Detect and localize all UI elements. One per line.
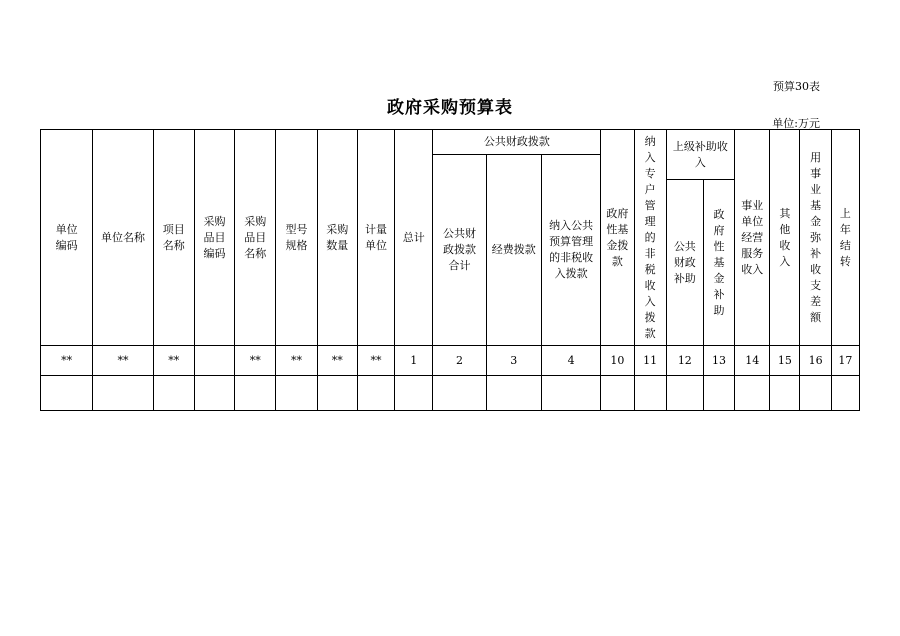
empty-data-row: [41, 376, 860, 411]
index-cell: 3: [486, 346, 541, 376]
data-cell[interactable]: [276, 376, 317, 411]
index-cell: **: [276, 346, 317, 376]
index-cell: **: [317, 346, 357, 376]
index-cell: 16: [800, 346, 831, 376]
col-special-nontax: 纳入专户管理的非税收入拨款: [634, 130, 666, 346]
index-cell: 2: [433, 346, 486, 376]
data-cell[interactable]: [433, 376, 486, 411]
index-cell: [194, 346, 234, 376]
index-cell: 15: [770, 346, 800, 376]
index-cell: **: [153, 346, 194, 376]
data-cell[interactable]: [831, 376, 859, 411]
col-total: 总计: [395, 130, 433, 346]
data-cell[interactable]: [194, 376, 234, 411]
index-cell: 14: [735, 346, 770, 376]
data-cell[interactable]: [153, 376, 194, 411]
col-carryover: 上年结转: [831, 130, 859, 346]
index-cell: **: [93, 346, 153, 376]
data-cell[interactable]: [317, 376, 357, 411]
index-cell: **: [235, 346, 276, 376]
col-pf-subtotal: 公共财政拨款合计: [433, 155, 486, 346]
col-us-gov-fund: 政府性基金补助: [703, 180, 734, 346]
data-cell[interactable]: [357, 376, 394, 411]
data-cell[interactable]: [735, 376, 770, 411]
index-row: [41, 346, 860, 376]
data-cell[interactable]: [770, 376, 800, 411]
data-cell[interactable]: [601, 376, 634, 411]
index-cell: 4: [541, 346, 600, 376]
col-pf-expense: 经费拨款: [486, 155, 541, 346]
col-other-income: 其他收入: [770, 130, 800, 346]
col-group-upper-subsidy: 上级补助收入: [666, 130, 734, 180]
header-row-1: [41, 130, 860, 155]
index-cell: 17: [831, 346, 859, 376]
data-cell[interactable]: [395, 376, 433, 411]
col-quantity: 采购数量: [317, 130, 357, 346]
index-cell: 13: [703, 346, 734, 376]
data-cell[interactable]: [634, 376, 666, 411]
index-cell: 12: [666, 346, 703, 376]
col-model: 型号规格: [276, 130, 317, 346]
data-cell[interactable]: [541, 376, 600, 411]
col-business-income: 事业单位经营服务收入: [735, 130, 770, 346]
index-cell: **: [41, 346, 93, 376]
col-item-code: 采购品目编码: [194, 130, 234, 346]
col-item-name: 采购品目名称: [235, 130, 276, 346]
data-cell[interactable]: [41, 376, 93, 411]
data-cell[interactable]: [235, 376, 276, 411]
index-cell: **: [357, 346, 394, 376]
col-us-public: 公共财政补助: [666, 180, 703, 346]
col-measure-unit: 计量单位: [357, 130, 394, 346]
data-cell[interactable]: [666, 376, 703, 411]
index-cell: 11: [634, 346, 666, 376]
col-gov-fund: 政府性基金拨款: [601, 130, 634, 346]
unit-label: 单位:万元: [772, 117, 820, 130]
col-balance-fill: 用事业基金弥补收支差额: [800, 130, 831, 346]
index-cell: 10: [601, 346, 634, 376]
index-cell: 1: [395, 346, 433, 376]
col-unit-code: 单位编码: [41, 130, 93, 346]
data-cell[interactable]: [703, 376, 734, 411]
col-pf-nontax: 纳入公共预算管理的非税收入拨款: [541, 155, 600, 346]
col-unit-name: 单位名称: [93, 130, 153, 346]
data-cell[interactable]: [93, 376, 153, 411]
procurement-budget-table: [40, 129, 860, 411]
page-title: 政府采购预算表: [387, 98, 513, 118]
data-cell[interactable]: [800, 376, 831, 411]
data-cell[interactable]: [486, 376, 541, 411]
form-number: 预算30表: [773, 80, 820, 93]
col-project-name: 项目名称: [153, 130, 194, 346]
col-group-public-finance: 公共财政拨款: [433, 130, 601, 155]
